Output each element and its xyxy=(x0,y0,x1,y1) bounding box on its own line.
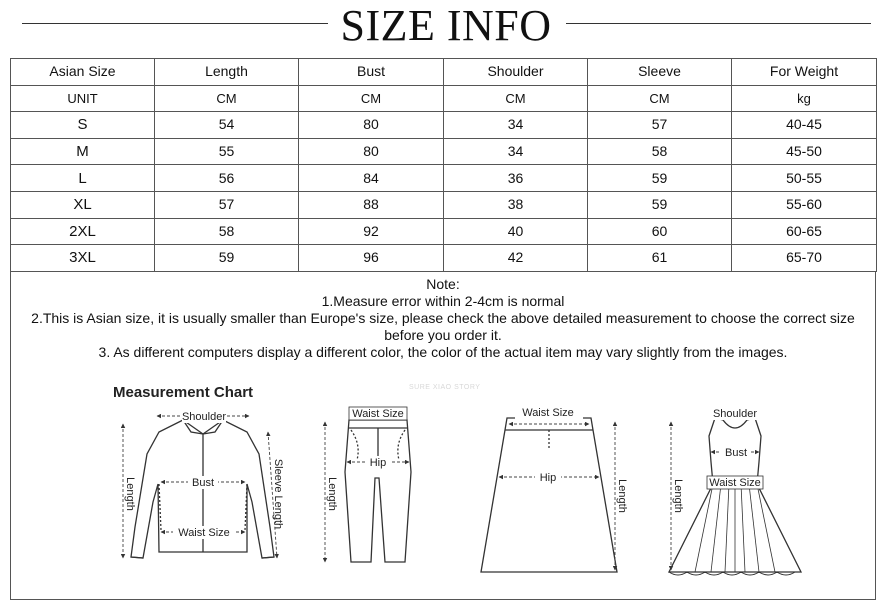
table-cell: 36 xyxy=(444,165,588,192)
table-row xyxy=(11,112,877,139)
skirt-waist-label: Waist Size xyxy=(522,407,574,419)
table-row xyxy=(11,245,877,272)
table-cell: 60 xyxy=(588,218,732,245)
table-cell: 50-55 xyxy=(732,165,877,192)
table-cell: 40 xyxy=(444,218,588,245)
table-cell: 80 xyxy=(299,138,444,165)
shirt-sleeve-label: Sleeve Length xyxy=(272,458,284,530)
note-line-1: 1.Measure error within 2-4cm is normal xyxy=(321,293,565,309)
unit-cell: CM xyxy=(444,85,588,112)
notes-heading: Note: xyxy=(426,276,460,292)
column-header: For Weight xyxy=(732,59,877,86)
table-row xyxy=(11,191,877,218)
pants-illustration xyxy=(345,420,411,562)
size-cell: 2XL xyxy=(11,218,155,245)
dress-length-label: Length xyxy=(672,479,684,513)
size-cell: S xyxy=(11,112,155,139)
column-header: Length xyxy=(155,59,299,86)
table-cell: 80 xyxy=(299,112,444,139)
column-header: Asian Size xyxy=(11,59,155,86)
notes-panel xyxy=(10,272,876,600)
header xyxy=(0,0,890,52)
table-cell: 65-70 xyxy=(732,245,877,272)
size-table xyxy=(10,58,877,272)
pants-hip-label: Hip xyxy=(369,457,387,469)
table-cell: 61 xyxy=(588,245,732,272)
table-cell: 59 xyxy=(588,191,732,218)
note-line-2-continued: before you order it. xyxy=(384,327,502,343)
table-cell: 60-65 xyxy=(732,218,877,245)
table-row xyxy=(11,138,877,165)
table-cell: 40-45 xyxy=(732,112,877,139)
table-cell: 96 xyxy=(299,245,444,272)
table-cell: 45-50 xyxy=(732,138,877,165)
table-cell: 88 xyxy=(299,191,444,218)
table-cell: 59 xyxy=(155,245,299,272)
skirt-length-label: Length xyxy=(616,479,628,513)
table-cell: 54 xyxy=(155,112,299,139)
table-cell: 59 xyxy=(588,165,732,192)
dress-illustration xyxy=(669,418,801,575)
table-cell: 55 xyxy=(155,138,299,165)
table-cell: 34 xyxy=(444,112,588,139)
table-cell: 58 xyxy=(588,138,732,165)
skirt-illustration xyxy=(481,418,617,572)
table-unit-row xyxy=(11,85,877,112)
measurement-chart-title: Measurement Chart xyxy=(113,384,254,401)
table-cell: 92 xyxy=(299,218,444,245)
table-cell: 57 xyxy=(155,191,299,218)
table-cell: 42 xyxy=(444,245,588,272)
pants-length-label: Length xyxy=(326,477,338,511)
pants-waist-label: Waist Size xyxy=(352,408,404,420)
header-rule-right xyxy=(566,23,871,24)
column-header: Bust xyxy=(299,59,444,86)
table-row xyxy=(11,218,877,245)
shirt-waist-label: Waist Size xyxy=(178,527,230,539)
dress-shoulder-label: Shoulder xyxy=(712,408,758,420)
shirt-shoulder-label: Shoulder xyxy=(181,411,227,423)
unit-cell: CM xyxy=(588,85,732,112)
size-cell: L xyxy=(11,165,155,192)
unit-cell: UNIT xyxy=(11,85,155,112)
size-cell: 3XL xyxy=(11,245,155,272)
size-cell: M xyxy=(11,138,155,165)
table-row xyxy=(11,165,877,192)
dress-waist-label: Waist Size xyxy=(709,477,761,489)
measurement-diagram xyxy=(11,272,875,598)
table-cell: 55-60 xyxy=(732,191,877,218)
table-cell: 38 xyxy=(444,191,588,218)
table-cell: 84 xyxy=(299,165,444,192)
watermark: SURE XIAO STORY xyxy=(409,384,481,391)
unit-cell: CM xyxy=(299,85,444,112)
page-title: SIZE INFO xyxy=(340,1,552,50)
table-header-row xyxy=(11,59,877,86)
column-header: Shoulder xyxy=(444,59,588,86)
skirt-measure-lines xyxy=(499,422,615,570)
table-cell: 58 xyxy=(155,218,299,245)
shirt-bust-label: Bust xyxy=(191,477,215,489)
skirt-hip-label: Hip xyxy=(539,472,557,484)
header-rule-left xyxy=(22,23,328,24)
dress-bust-label: Bust xyxy=(724,447,748,459)
shirt-length-label: Length xyxy=(124,477,136,511)
note-line-2: 2.This is Asian size, it is usually smaller than Europe's size, please check the above detailed measurement to choose the correct size xyxy=(31,310,855,326)
table-cell: 34 xyxy=(444,138,588,165)
table-cell: 56 xyxy=(155,165,299,192)
column-header: Sleeve xyxy=(588,59,732,86)
size-cell: XL xyxy=(11,191,155,218)
unit-cell: CM xyxy=(155,85,299,112)
unit-cell: kg xyxy=(732,85,877,112)
note-line-3: 3. As different computers display a different color, the color of the actual item may vary slightly from the images. xyxy=(98,344,788,360)
table-cell: 57 xyxy=(588,112,732,139)
